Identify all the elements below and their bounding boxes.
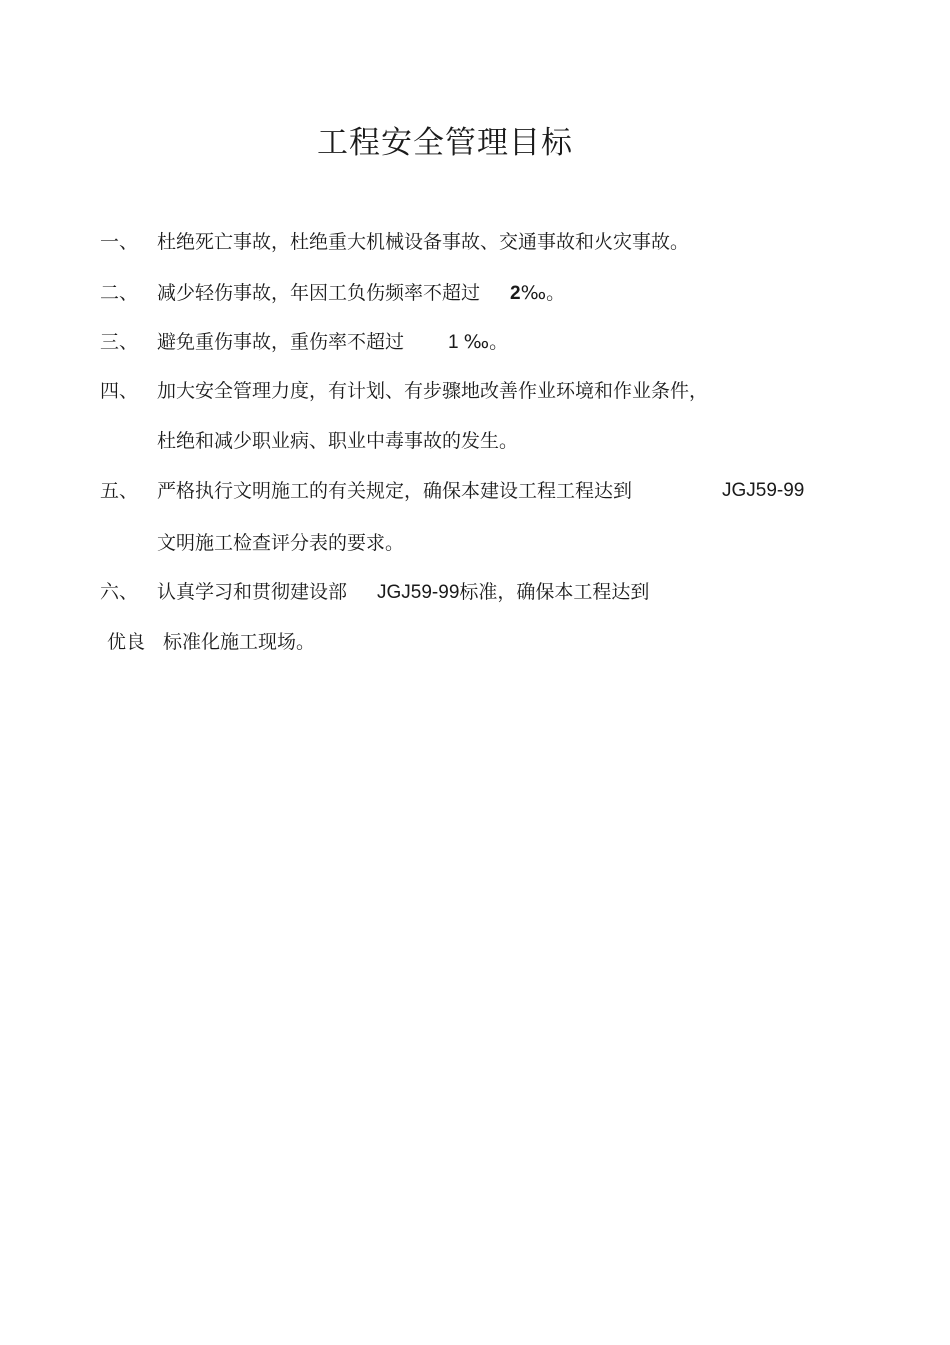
standard-code: JGJ59-99 <box>377 582 460 603</box>
item-continuation: 标准化施工现场。 <box>163 631 316 653</box>
standard-code: JGJ59-99 <box>722 480 805 501</box>
item-number: 二、 <box>100 282 139 304</box>
item-number: 三、 <box>100 331 139 353</box>
document-title: 工程安全管理目标 <box>317 125 573 161</box>
rate-unit: ‰。 <box>520 282 566 304</box>
item-text-group <box>157 578 649 607</box>
item-text: 避免重伤事故，重伤率不超过 <box>157 331 405 353</box>
rate-unit: ‰。 <box>463 331 509 353</box>
rate-value: 1 <box>448 332 459 353</box>
item-continuation: 文明施工检查评分表的要求。 <box>157 532 405 554</box>
item-number: 四、 <box>100 380 139 402</box>
item-number: 五、 <box>100 480 139 502</box>
grade-label: 优良 <box>107 631 146 653</box>
item-text: 标准，确保本工程达到 <box>459 581 650 603</box>
item-text-group <box>157 279 565 308</box>
item-number: 六、 <box>100 581 139 603</box>
item-text: 杜绝死亡事故，杜绝重大机械设备事故、交通事故和火灾事故。 <box>157 231 690 253</box>
rate-value: 2 <box>510 283 521 304</box>
item-text: 减少轻伤事故，年因工负伤频率不超过 <box>157 282 481 304</box>
item-text: 严格执行文明施工的有关规定，确保本建设工程工程达到 <box>157 480 633 502</box>
item-text-group <box>157 328 508 357</box>
item-text: 加大安全管理力度，有计划、有步骤地改善作业环境和作业条件， <box>157 380 709 402</box>
item-number: 一、 <box>100 231 139 253</box>
item-continuation: 杜绝和减少职业病、职业中毒事故的发生。 <box>157 430 519 452</box>
item-text: 认真学习和贯彻建设部 <box>157 581 348 603</box>
